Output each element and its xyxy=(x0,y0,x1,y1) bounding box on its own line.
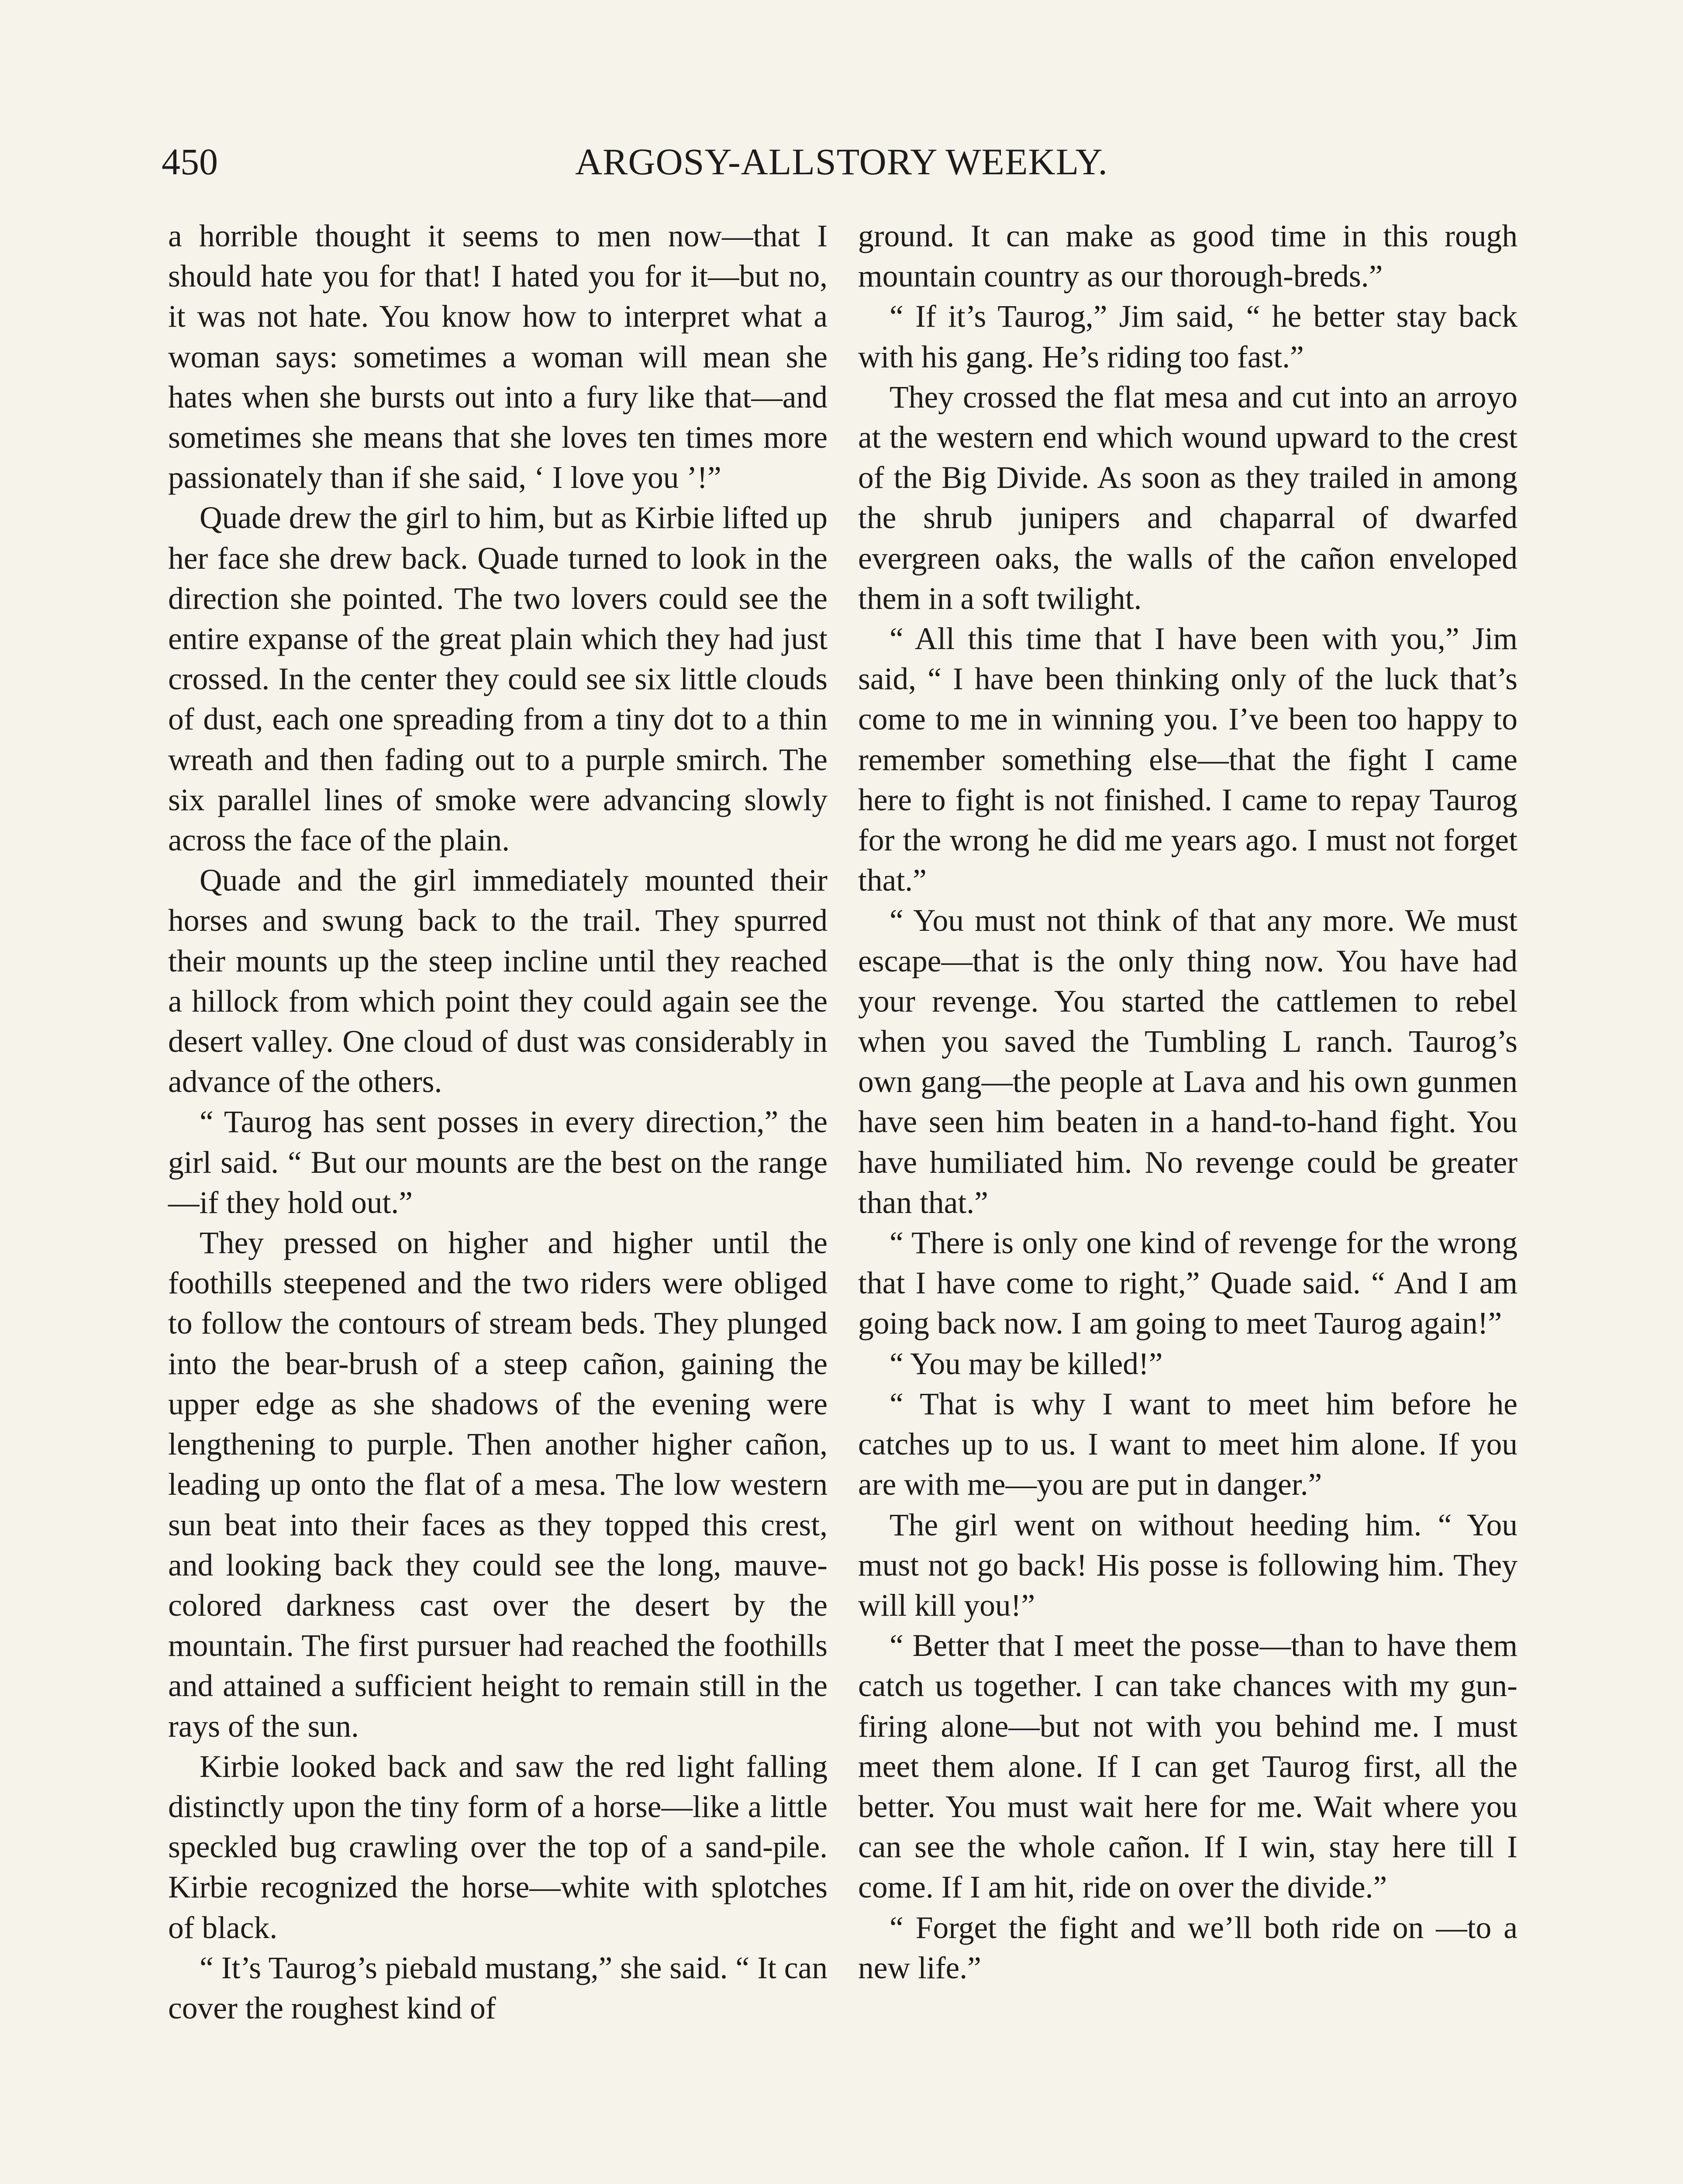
paragraph: Quade and the girl immediately mounted their horses and swung back to the trail. They spurred their mounts up the steep incline until they reached a hillock from which point they could again see the desert valley. One cloud of dust was considerably in advance of the others. xyxy=(168,863,828,1099)
paragraph: a horrible thought it seems to men now—that I should hate you for that! I hated you for it—but no, it was not hate. You know how to interpret what a woman says: sometimes a woman will mean she hates when she bursts out into a fury like that—and sometimes she means that she loves ten times more passionately than if she said, ‘ I love you ’!” xyxy=(168,219,828,495)
paragraph: “ If it’s Taurog,” Jim said, “ he better stay back with his gang. He’s riding too fast.” xyxy=(858,299,1517,374)
paragraph: They crossed the flat mesa and cut into an arroyo at the western end which wound upward to the crest of the Big Divide. As soon as they trailed in among the shrub junipers and chaparral of dwarfed evergreen oaks, the walls of the cañon enveloped them in a soft twilight. xyxy=(858,380,1517,616)
paragraph: “ You must not think of that any more. We must escape—that is the only thing now. You have had your revenge. You started the cattlemen to rebel when you saved the Tumbling L ranch. Taurog’s own gang—the people at Lava and his own gunmen have seen him beaten in a hand-to-hand fight. You have humiliated him. No revenge could be greater than that.” xyxy=(858,903,1517,1220)
left-column xyxy=(168,216,828,2028)
running-head: ARGOSY-ALLSTORY WEEKLY. xyxy=(575,141,1108,183)
paragraph: “ It’s Taurog’s piebald mustang,” she said. “ It can cover the roughest kind of xyxy=(168,1950,828,2025)
paragraph: “ Taurog has sent posses in every direction,” the girl said. “ But our mounts are the best on the range—if they hold out.” xyxy=(168,1105,828,1220)
right-column xyxy=(858,216,1517,1988)
paragraph: “ You may be killed!” xyxy=(890,1346,1163,1381)
paragraph: “ Forget the fight and we’ll both ride on —to a new life.” xyxy=(858,1910,1517,1985)
page-number: 450 xyxy=(162,141,218,183)
paragraph: They pressed on higher and higher until the foothills steepened and the two riders were obliged to follow the contours of stream beds. They plunged into the bear-brush of a steep cañon, gaining the upper edge as she shadows of the evening were lengthening to purple. Then another higher cañon, leading up onto the flat of a mesa. The low western sun beat into their faces as they topped this crest, and looking back they could see the long, mauve-colored darkness cast over the desert by the mountain. The first pursuer had reached the foothills and attained a sufficient height to remain still in the rays of the sun. xyxy=(168,1226,828,1744)
page-header xyxy=(162,131,1521,192)
paragraph: Quade drew the girl to him, but as Kirbie lifted up her face she drew back. Quade turned to look in the direction she pointed. The two lovers could see the entire expanse of the great plain which they had just crossed. In the center they could see six little clouds of dust, each one spreading from a tiny dot to a thin wreath and then fading out to a purple smirch. The six parallel lines of smoke were advancing slowly across the face of the plain. xyxy=(168,501,828,858)
paragraph: ground. It can make as good time in this rough mountain country as our thorough-breds.” xyxy=(858,219,1517,294)
paragraph: The girl went on without heeding him. “ You must not go back! His posse is following him. They will kill you!” xyxy=(858,1507,1517,1623)
paragraph: Kirbie looked back and saw the red light falling distinctly upon the tiny form of a horse—like a little speckled bug crawling over the top of a sand-pile. Kirbie recognized the horse—white with splotches of black. xyxy=(168,1749,828,1945)
paragraph: “ That is why I want to meet him before he catches up to us. I want to meet him alone. If you are with me—you are put in danger.” xyxy=(858,1386,1517,1502)
paragraph: “ There is only one kind of revenge for the wrong that I have come to right,” Quade said. “ And I am going back now. I am going to meet Taurog again!” xyxy=(858,1226,1517,1341)
paragraph: “ Better that I meet the posse—than to have them catch us together. I can take chances with my gun-firing alone—but not with you behind me. I must meet them alone. If I can get Taurog first, all the better. You must wait here for me. Wait where you can see the whole cañon. If I win, stay here till I come. If I am hit, ride on over the divide.” xyxy=(858,1628,1517,1905)
paragraph: “ All this time that I have been with you,” Jim said, “ I have been thinking only of the luck that’s come to me in winning you. I’ve been too happy to remember something else—that the fight I came here to fight is not finished. I came to repay Taurog for the wrong he did me years ago. I must not forget that.” xyxy=(858,622,1517,898)
